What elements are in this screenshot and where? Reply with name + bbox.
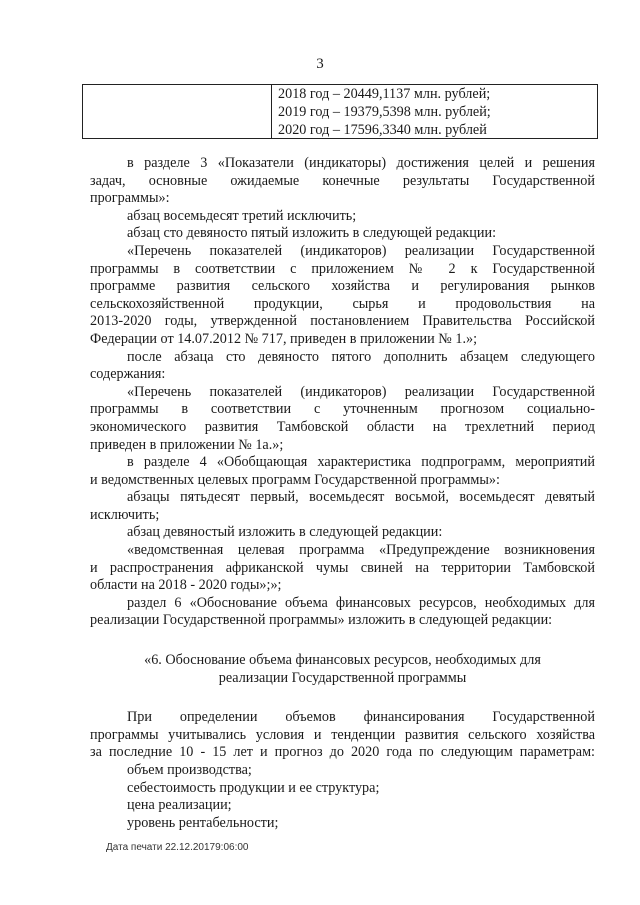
text-line: абзацы пятьдесят первый, восемьдесят восьмой, восемьдесят девятый bbox=[127, 489, 595, 506]
text-line: программе развития сельского хозяйства и регулирования рынков bbox=[90, 278, 595, 295]
text-line: содержания: bbox=[90, 366, 166, 383]
text-line: «ведомственная целевая программа «Предупреждение возникновения bbox=[127, 542, 595, 559]
funding-table bbox=[82, 84, 598, 139]
text-line: реализации Государственной программы» изложить в следующей редакции: bbox=[90, 612, 553, 629]
text-line: абзац девяностый изложить в следующей редакции: bbox=[127, 524, 443, 541]
text-line: абзац сто девяносто пятый изложить в следующей редакции: bbox=[127, 225, 497, 242]
text-line: и распространения африканской чумы свиней на территории Тамбовской bbox=[90, 559, 595, 576]
text-line: уровень рентабельности; bbox=[127, 814, 279, 831]
text-line: и ведомственных целевых программ Государственной программы»: bbox=[90, 471, 500, 488]
text-line: сельскохозяйственной продукции, сырья и продовольствия на bbox=[90, 295, 595, 312]
text-line: себестоимость продукции и ее структура; bbox=[127, 779, 380, 796]
text-line: При определении объемов финансирования Государственной bbox=[127, 709, 595, 726]
text-line: программы в соответствии с уточненным прогнозом социально- bbox=[90, 401, 595, 418]
text-line: исключить; bbox=[90, 506, 160, 523]
text-line: после абзаца сто девяносто пятого дополнить абзацем следующего bbox=[127, 348, 595, 365]
section-heading bbox=[90, 652, 595, 687]
text-line: «Перечень показателей (индикаторов) реализации Государственной bbox=[127, 383, 595, 400]
text-line: абзац восемьдесят третий исключить; bbox=[127, 207, 357, 224]
text-line: раздел 6 «Обоснование объема финансовых ресурсов, необходимых для bbox=[127, 594, 595, 611]
table-row: 2019 год – 19379,5398 млн. рублей; bbox=[278, 103, 491, 120]
text-line: программы учитывались условия и тенденции развития сельского хозяйства bbox=[90, 726, 595, 743]
text-line: задач, основные ожидаемые конечные результаты Государственной bbox=[90, 172, 595, 189]
table-divider bbox=[271, 85, 272, 138]
table-row: 2020 год – 17596,3340 млн. рублей bbox=[278, 121, 487, 138]
print-date: Дата печати 22.12.20179:06:00 bbox=[106, 842, 249, 853]
text-line: приведен в приложении № 1а.»; bbox=[90, 436, 284, 453]
text-line: программы»: bbox=[90, 190, 170, 207]
text-line: 2013-2020 годы, утвержденной постановлением Правительства Российской bbox=[90, 313, 595, 330]
text-line: программы в соответствии с приложением № 2 к Государственной bbox=[90, 260, 595, 277]
heading-line: реализации Государственной программы bbox=[218, 669, 467, 686]
text-line: за последние 10 - 15 лет и прогноз до 2020 года по следующим параметрам: bbox=[90, 744, 595, 761]
text-line: области на 2018 - 2020 годы»;»; bbox=[90, 577, 282, 594]
heading-line: «6. Обоснование объема финансовых ресурсов, необходимых для bbox=[144, 652, 541, 669]
table-row: 2018 год – 20449,1137 млн. рублей; bbox=[278, 86, 491, 102]
text-line: цена реализации; bbox=[127, 797, 232, 814]
text-line: «Перечень показателей (индикаторов) реализации Государственной bbox=[127, 242, 595, 259]
text-line: Федерации от 14.07.2012 № 717, приведен в приложении № 1.»; bbox=[90, 330, 478, 347]
text-line: объем производства; bbox=[127, 762, 252, 778]
page-number: 3 bbox=[316, 56, 324, 72]
document-body bbox=[90, 155, 595, 832]
text-line: экономического развития Тамбовской области на трехлетний период bbox=[90, 418, 595, 435]
table-cell-funding bbox=[278, 86, 593, 139]
text-line: в разделе 4 «Обобщающая характеристика подпрограмм, мероприятий bbox=[127, 454, 595, 471]
text-line: в разделе 3 «Показатели (индикаторы) достижения целей и решения bbox=[127, 155, 595, 171]
